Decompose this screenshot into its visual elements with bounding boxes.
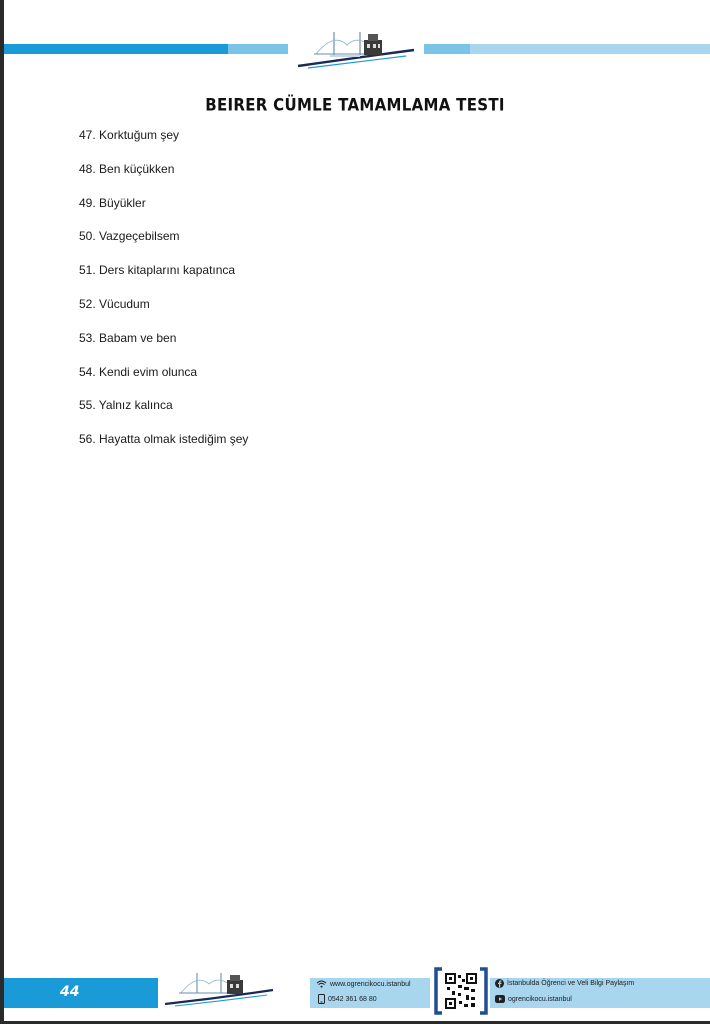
phone-line[interactable] xyxy=(318,994,377,1004)
footer-bridge-logo xyxy=(163,968,275,1008)
list-item: 56. Hayatta olmak istediğim şey xyxy=(79,432,249,447)
header-bar-left-light xyxy=(228,44,288,54)
youtube-text: ogrencikocu.istanbul xyxy=(508,995,572,1003)
list-item: 47. Korktuğum şey xyxy=(79,128,180,142)
list-item: 54. Kendi evim olunca xyxy=(79,364,198,379)
list-item: 55. Yalnız kalınca xyxy=(79,398,173,413)
page-number: 44 xyxy=(60,984,80,1000)
qr-code[interactable] xyxy=(434,967,488,1015)
list-item: 48. Ben küçükken xyxy=(79,161,175,176)
bridge-logo xyxy=(294,28,418,70)
website-line[interactable] xyxy=(316,980,411,988)
header-bar-left xyxy=(4,44,228,54)
facebook-line[interactable] xyxy=(495,979,634,988)
list-item: 49. Büyükler xyxy=(79,195,146,210)
list-item: 50. Vazgeçebilsem xyxy=(79,229,180,244)
sentence-list xyxy=(79,127,248,465)
youtube-line[interactable] xyxy=(495,995,572,1003)
website-text: www.ogrencikocu.istanbul xyxy=(330,980,411,988)
page-title: BEIRER CÜMLE TAMAMLAMA TESTI xyxy=(205,94,505,116)
facebook-text: İstanbulda Öğrenci ve Veli Bilgi Paylaşım xyxy=(507,980,635,987)
list-item: 53. Babam ve ben xyxy=(79,330,177,345)
phone-icon xyxy=(318,994,325,1004)
header-bar-right-mid xyxy=(424,44,470,54)
wifi-icon xyxy=(316,980,327,988)
header-bar-right-light xyxy=(470,44,710,54)
facebook-icon xyxy=(495,979,504,988)
list-item: 52. Vücudum xyxy=(79,296,150,311)
phone-text: 0542 361 68 80 xyxy=(328,995,377,1003)
list-item: 51. Ders kitaplarını kapatınca xyxy=(79,263,236,278)
page-left-edge xyxy=(0,0,4,1024)
youtube-icon xyxy=(495,995,505,1003)
